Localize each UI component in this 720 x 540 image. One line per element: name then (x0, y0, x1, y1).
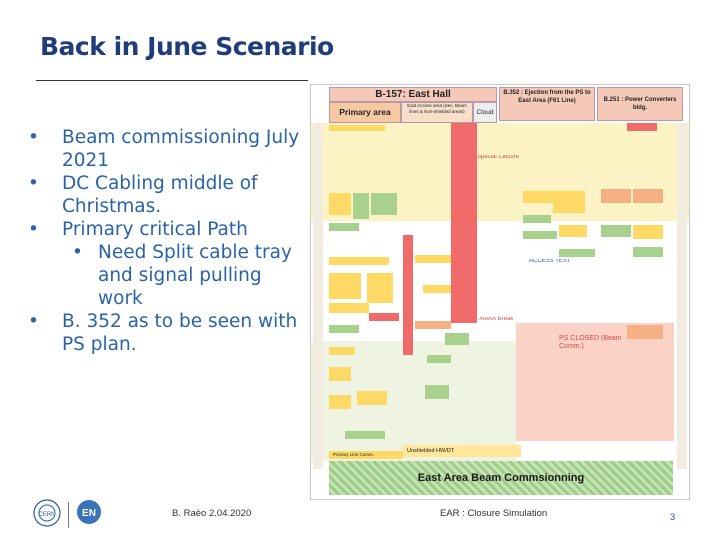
block-roof (329, 367, 351, 381)
header-b352: B.352 : Ejection from the PS to East Area (F61 Line) (499, 87, 595, 121)
header-b251: B.251 : Power Converters bldg. (597, 87, 683, 121)
block-cooling-2 (427, 355, 451, 363)
block-b352-5 (559, 225, 587, 237)
bullet-item (28, 172, 303, 218)
access-test-label: ACCESS TEST (529, 259, 571, 264)
block-roof-2 (329, 395, 351, 409)
block-ventilation (371, 193, 397, 215)
right-time-axis (677, 123, 687, 469)
block-b352-2 (553, 191, 585, 213)
block-new-flor (423, 285, 451, 293)
block-b352-4 (523, 231, 557, 239)
east-area-commissioning-bar (329, 461, 673, 495)
block-ebi (445, 333, 469, 345)
east-area-commissioning-label: East Area Beam Commsionning (417, 472, 585, 484)
block-alignment (329, 325, 359, 333)
header-b157: B-157: East Hall (329, 87, 497, 102)
bullet-item (28, 310, 303, 356)
block-usage (345, 431, 385, 439)
en-logo-text: EN (82, 508, 96, 519)
block-magnets-2 (357, 391, 387, 405)
cern-logo (32, 498, 62, 528)
block-secondary (415, 255, 451, 263)
footer-author-date: B. Raèo 2.04.2020 (172, 508, 252, 519)
block-b251-6 (633, 247, 663, 257)
bullet-text: Primary critical Path (62, 219, 248, 240)
ps-closed-label: PS CLOSED (Beam Comm.) (559, 335, 622, 350)
primary-line-bar: Primary Line Comm. (329, 451, 403, 459)
en-logo (74, 498, 104, 528)
cern-logo-icon (32, 498, 62, 528)
block-b251-3 (633, 189, 663, 203)
bullet-dot: • (28, 173, 39, 194)
header-primary-area: Primary area (329, 102, 401, 123)
title-underline (36, 80, 308, 81)
header-east-access: East Access area (Sec. Beam lines & Non-shielded areas) (401, 102, 473, 123)
block-vacuum-test (329, 347, 355, 355)
block-diagnostics (329, 303, 369, 313)
block-b251-5 (633, 225, 663, 239)
footer-subject: EAR : Closure Simulation (440, 508, 548, 519)
block-b352-6 (559, 249, 595, 257)
bullet-text: B. 352 as to be seen with PS plan. (62, 311, 298, 355)
block-b251-2 (601, 189, 631, 203)
bullet-text: Beam commissioning July 2021 (62, 127, 300, 171)
block-network (329, 125, 385, 131)
header-cloud: Cloud (473, 102, 497, 123)
bullet-dot: • (28, 219, 39, 240)
bullet-text: DC Cabling middle of Christmas. (62, 173, 258, 217)
block-primary-vacuum (367, 273, 393, 303)
block-magnets-3 (415, 321, 451, 329)
left-time-axis (313, 123, 323, 469)
slide-title: Back in June Scenario (40, 32, 334, 61)
bullet-dot: • (28, 127, 39, 148)
bullet-list (28, 126, 303, 356)
schedule-image (310, 84, 690, 500)
special-closure-label: Special Closure (477, 155, 520, 160)
block-b352-3 (523, 215, 551, 223)
unshielded-bar: Unshielded HW/DT (403, 445, 521, 457)
sub-bullet-item (28, 241, 303, 310)
xmas-break-label: XMAS Break (479, 317, 514, 322)
bullet-item (28, 218, 303, 241)
block-b251-4 (601, 225, 631, 237)
critical-path-column-2 (403, 235, 413, 355)
block-controls (425, 385, 449, 399)
page-number: 3 (670, 512, 676, 523)
block-hvac (329, 223, 359, 231)
block-b251-7 (627, 325, 663, 339)
bullet-text: Need Split cable tray and signal pulling work (98, 242, 292, 309)
block-cooling (353, 193, 369, 219)
cern-logo-text: CERN (38, 512, 56, 518)
logo-divider (68, 502, 69, 528)
bullet-dot: • (28, 311, 39, 332)
bullet-dot: • (72, 242, 83, 263)
bullet-item (28, 126, 303, 172)
block-magnets (329, 273, 361, 299)
en-logo-icon (74, 498, 104, 528)
block-dc-cabling (369, 313, 399, 321)
block-shielding (329, 193, 351, 215)
critical-path-column (451, 123, 477, 323)
block-support (329, 257, 389, 265)
block-b352-1 (523, 191, 553, 203)
block-b251-1 (627, 123, 657, 131)
